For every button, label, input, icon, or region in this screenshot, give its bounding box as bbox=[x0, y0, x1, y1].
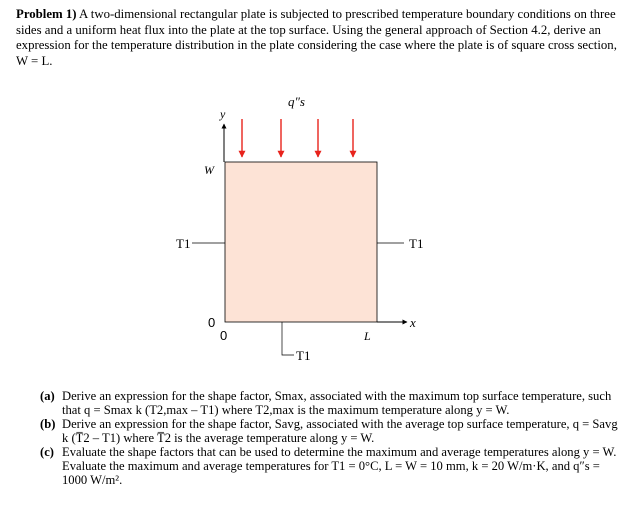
origin-x-label: 0 bbox=[220, 328, 228, 343]
part-b bbox=[40, 418, 620, 445]
flux-label: q″s bbox=[288, 94, 305, 109]
part-b-text: Derive an expression for the shape factor, Savg, associated with the average top surface temperature, q = Savg k (T̅2 – T1) where T̅2 is the average temperature along y = W. bbox=[62, 417, 618, 445]
length-label: L bbox=[364, 329, 371, 343]
part-c-text: Evaluate the shape factors that can be used to determine the maximum and average temperatures along y = W. Evaluate the maximum and average temperatures for T1 = 0°C, L = W = 10 mm, k = 20 W/m·K, and q″s = 1000 W/m². bbox=[62, 445, 617, 487]
width-label: W bbox=[204, 163, 214, 177]
x-axis-label: x bbox=[410, 315, 416, 330]
part-c bbox=[40, 446, 620, 487]
part-a-text: Derive an expression for the shape factor, Smax, associated with the maximum top surface temperature, such that q = Smax k (T2,max – T1) where T2,max is the maximum temperature along y = W. bbox=[62, 389, 612, 417]
problem-heading: Problem 1) bbox=[16, 7, 77, 21]
right-temp-label: T1 bbox=[409, 236, 424, 251]
part-a bbox=[40, 390, 620, 417]
left-temp-label: T1 bbox=[176, 236, 191, 251]
y-axis-label: y bbox=[220, 107, 226, 121]
part-c-label: (c) bbox=[40, 445, 54, 460]
part-a-label: (a) bbox=[40, 389, 55, 403]
problem-text: A two-dimensional rectangular plate is subjected to prescribed temperature boundary conditions on three sides and a uniform heat flux into the plate at the top surface. Using the general approach of Section 4.2, derive an expression for the temperature distribution in the plate considering the case where the plate is of square cross section, W = L. bbox=[16, 7, 617, 68]
part-b-label: (b) bbox=[40, 417, 56, 432]
origin-y-label: 0 bbox=[208, 315, 216, 330]
bottom-temp-label: T1 bbox=[296, 348, 311, 363]
plate bbox=[225, 162, 377, 322]
question-parts bbox=[40, 390, 620, 488]
bottom-temp-leader bbox=[282, 322, 294, 355]
